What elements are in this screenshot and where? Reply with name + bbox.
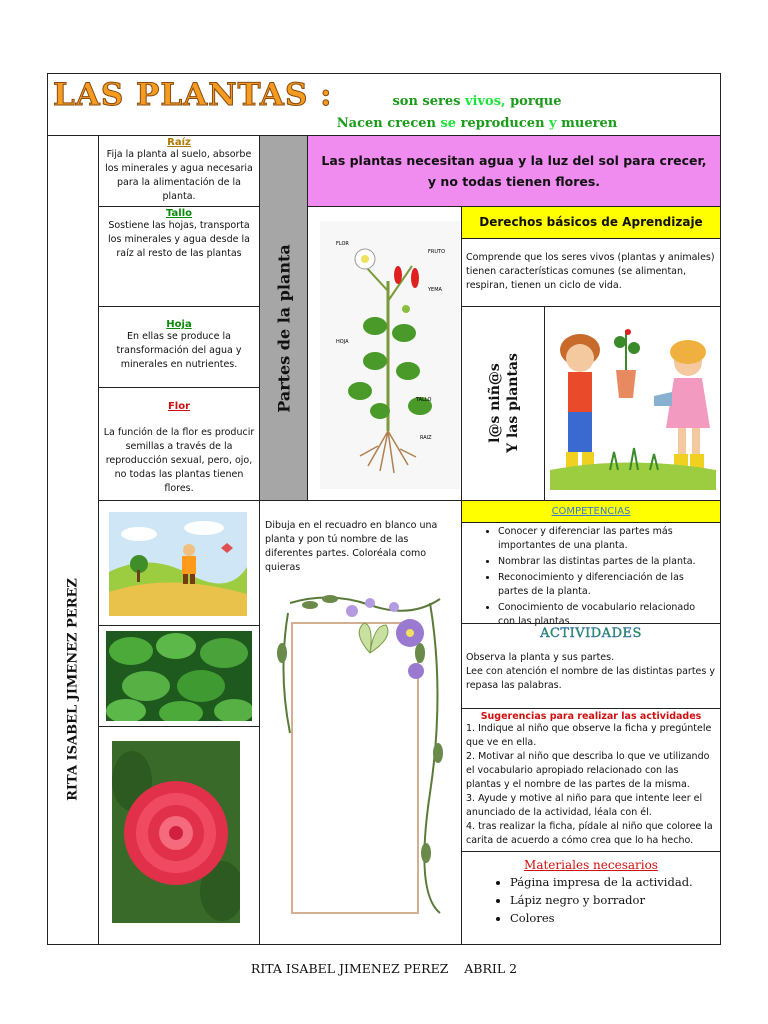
plant-diagram-cell [307,206,462,501]
competencias-list [462,523,720,629]
dibuja-cell [259,500,462,945]
competencias-title: COMPETENCIAS [551,506,631,517]
raiz-cell [98,135,260,207]
footer: RITA ISABEL JIMENEZ PEREZ ABRIL 2 [250,961,518,976]
competencia-item: • Conocer y diferenciar las partes más importantes de una planta. [498,525,712,553]
dba-title: Derechos básicos de Aprendizaje [479,215,703,229]
header-line-1: son seres vivos, porque [392,94,562,109]
competencia-item: • Nombrar las distintas partes de la planta. [498,555,712,569]
diagram-label-tallo: TALLO [416,397,432,403]
sugerencias-title: Sugerencias para realizar las actividades [480,711,702,722]
sugerencia-item: 2. Motivar al niño que describa lo que ve utilizando el vocabulario apropiado relacionado con las plantas y el nombre de las partes de la misma. [466,751,710,790]
actividades-text-1: Observa la planta y sus partes. [466,652,615,663]
flor-text: La función de la flor es producir semillas a través de la reproducción sexual, pero, ojo, no todas las plantas tienen flores. [103,427,255,494]
partes-vertical: Partes de la planta [274,244,294,413]
dba-body [461,238,721,307]
actividades-cell [461,623,721,709]
materiales-list [462,874,720,926]
competencias-body [461,522,721,627]
floral-frame-image [270,593,450,923]
flor-cell [98,387,260,501]
hoja-cell [98,306,260,388]
diagram-label-fruto: FRUTO [428,249,445,255]
sugerencias-cell [461,708,721,852]
sugerencia-item: 3. Ayude y motive al niño para que intente leer el anunciado de la actividad, léala con él. [466,793,703,818]
child-garden-cell [98,500,260,626]
tallo-cell [98,206,260,307]
flower-icon [355,249,375,269]
partes-column [259,135,308,501]
violet-flower-icon [396,619,424,647]
dba-text: Comprende que los seres vivos (plantas y animales) tienen características comunes (se alimentan, respiran, tienen un ciclo de vida. [466,252,715,291]
raiz-text: Fija la planta al suelo, absorbe los minerales y agua necesaria para la alimentación de la planta. [105,149,253,202]
material-item: • Lápiz negro y borrador [510,892,720,908]
dba-header [461,206,721,239]
basil-leaves-image [106,631,252,721]
material-item: • Colores [510,910,720,926]
hoja-label: Hoja [166,319,192,330]
tallo-text: Sostiene las hojas, transporta los minerales y agua desde la raíz al resto de las plantas [108,220,250,259]
competencias-header [461,500,721,523]
ninos-line-1: l@s niñ@s [487,363,503,443]
competencia-item: • Reconocimiento y diferenciación de las partes de la planta. [498,571,712,599]
diagram-label-raiz: RAIZ [420,435,432,441]
tallo-label: Tallo [165,208,192,219]
header [47,73,721,136]
sugerencia-item: 4. tras realizar la ficha, pídale al niño que coloree la carita de acuerdo a cómo crea que lo ha hecho. [466,821,713,846]
author-column [47,136,99,945]
kids-image-cell [544,306,721,501]
ninos-line-2: Y las plantas [505,353,521,453]
hoja-text: En ellas se produce la transformación del agua y minerales en nutrientes. [116,331,242,370]
flor-label: Flor [167,401,191,412]
dibuja-text: Dibuja en el recuadro en blanco una planta y pon tú nombre de las diferentes partes. Coloréala como quieras [265,520,438,573]
actividades-title: ACTIVIDADES [540,626,642,641]
camellia-image [112,741,240,923]
author-vertical: RITA ISABEL JIMENEZ PEREZ [65,578,81,801]
ninos-vertical [486,308,522,498]
actividades-text-2: Lee con atención el nombre de las distintas partes y repasa las palabras. [466,666,715,691]
leaves-cell [98,625,260,727]
materiales-title: Materiales necesarios [524,858,658,872]
header-line-2: Nacen crecen se reproducen y mueren [336,116,618,131]
competencia-item: • Conocimiento de vocabulario relacionado con las plantas [498,601,712,629]
child-garden-image [109,512,247,616]
raiz-label: Raíz [167,137,191,148]
banner-text: Las plantas necesitan agua y la luz del sol para crecer, y no todas tienen flores. [321,153,707,189]
diagram-label-yema: YEMA [428,287,442,293]
kids-watering-image [550,320,716,490]
diagram-label-hoja: HOJA [336,339,349,345]
camellia-cell [98,726,260,945]
plant-diagram [320,221,460,489]
material-item: • Página impresa de la actividad. [510,874,720,890]
diagram-label-flor: FLOR [336,241,349,247]
sugerencia-item: 1. Indique al niño que observe la ficha y pregúntele que ve en ella. [466,723,712,748]
ninos-cell [461,306,545,501]
page-title: LAS PLANTAS : [53,77,333,113]
banner [307,135,721,207]
materiales-cell [461,851,721,945]
